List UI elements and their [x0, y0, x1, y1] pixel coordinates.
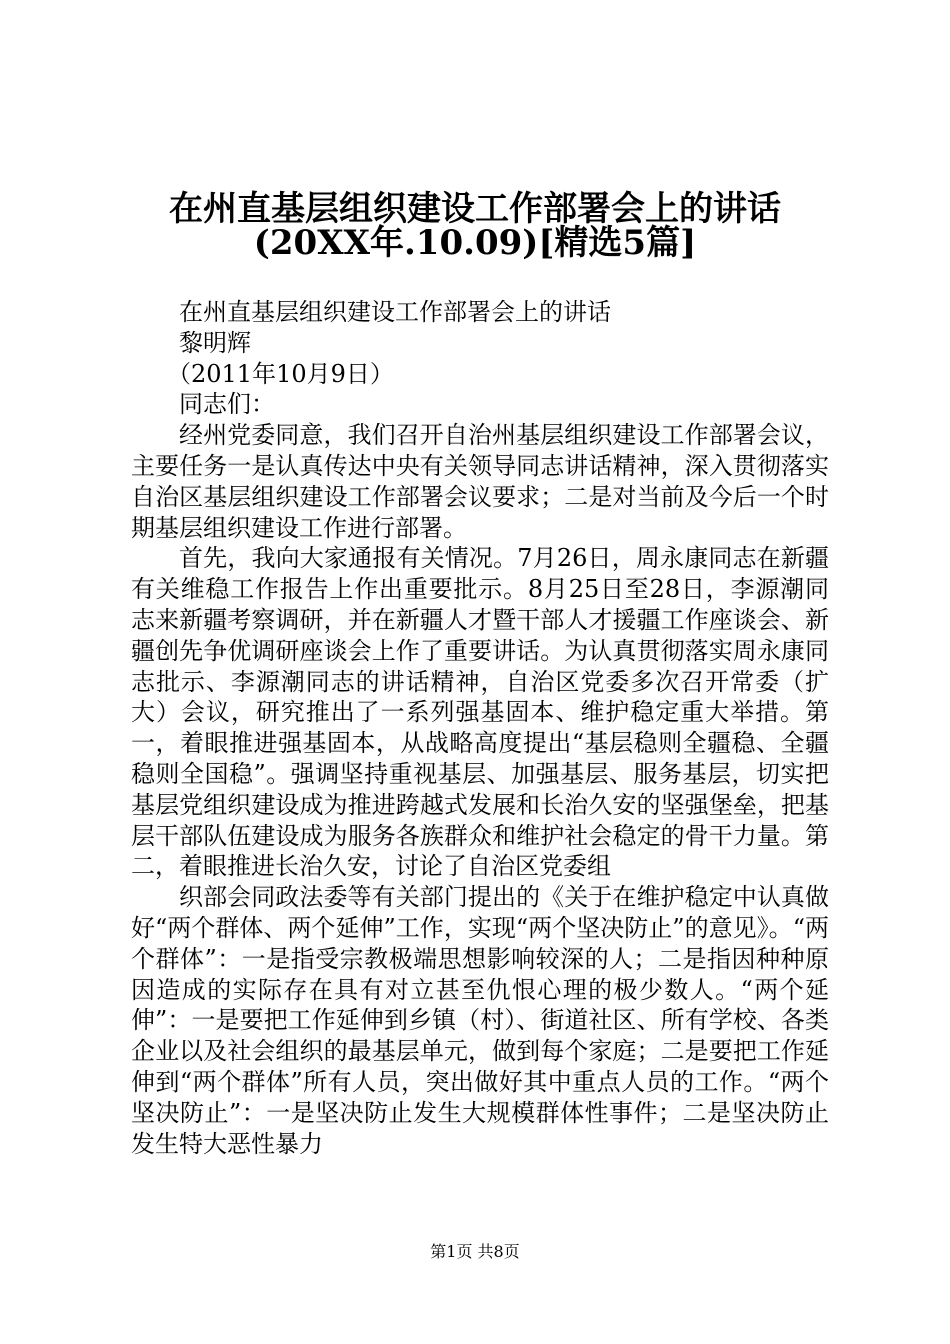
page-footer: 第1页 共8页 — [430, 1242, 520, 1261]
document-body — [131, 297, 829, 1159]
document-subtitle: (20XX年.10.09)[精选5篇] — [253, 223, 697, 263]
speaker-name: 黎明辉 — [179, 328, 251, 357]
document-title: 在州直基层组织建设工作部署会上的讲话 — [169, 189, 781, 229]
body-paragraph: 首先，我向大家通报有关情况。7月26日，周永康同志在新疆有关维稳工作报告上作出重要批示。8月25日至28日，李源潮同志来新疆考察调研，并在新疆人才暨干部人才援疆工作座谈会、新疆创先争优调研座谈会上作了重要讲话。为认真贯彻落实周永康同志批示、李源潮同志的讲话精神，自治区党委多次召开常委（扩大）会议，研究推出了一系列强基固本、维护稳定重大举措。第一，着眼推进强基固本，从战略高度提出“基层稳则全疆稳、全疆稳则全国稳”。强调坚持重视基层、加强基层、服务基层，切实把基层党组织建设成为推进跨越式发展和长治久安的坚强堡垒，把基层干部队伍建设成为服务各族群众和维护社会稳定的骨干力量。第二，着眼推进长治久安，讨论了自治区党委组 — [131, 544, 829, 881]
speech-heading: 在州直基层组织建设工作部署会上的讲话 — [179, 298, 611, 326]
body-paragraph: 织部会同政法委等有关部门提出的《关于在维护稳定中认真做好“两个群体、两个延伸”工作，实现“两个坚决防止”的意见》。“两个群体”：一是指受宗教极端思想影响较深的人；二是指因种种原因造成的实际存在具有对立甚至仇恨心理的极少数人。“两个延伸”：一是要把工作延伸到乡镇（村）、街道社区、所有学校、各类企业以及社会组织的最基层单元，做到每个家庭；二是要把工作延伸到“两个群体”所有人员，突出做好其中重点人员的工作。“两个坚决防止”：一是坚决防止发生大规模群体性事件；二是坚决防止发生特大恶性暴力 — [131, 883, 829, 1158]
salutation: 同志们： — [179, 390, 275, 419]
speech-date: （2011年10月9日） — [167, 359, 394, 388]
body-paragraph: 经州党委同意，我们召开自治州基层组织建设工作部署会议，主要任务一是认真传达中央有关领导同志讲话精神，深入贯彻落实自治区基层组织建设工作部署会议要求；二是对当前及今后一个时期基层组织建设工作进行部署。 — [131, 421, 829, 542]
